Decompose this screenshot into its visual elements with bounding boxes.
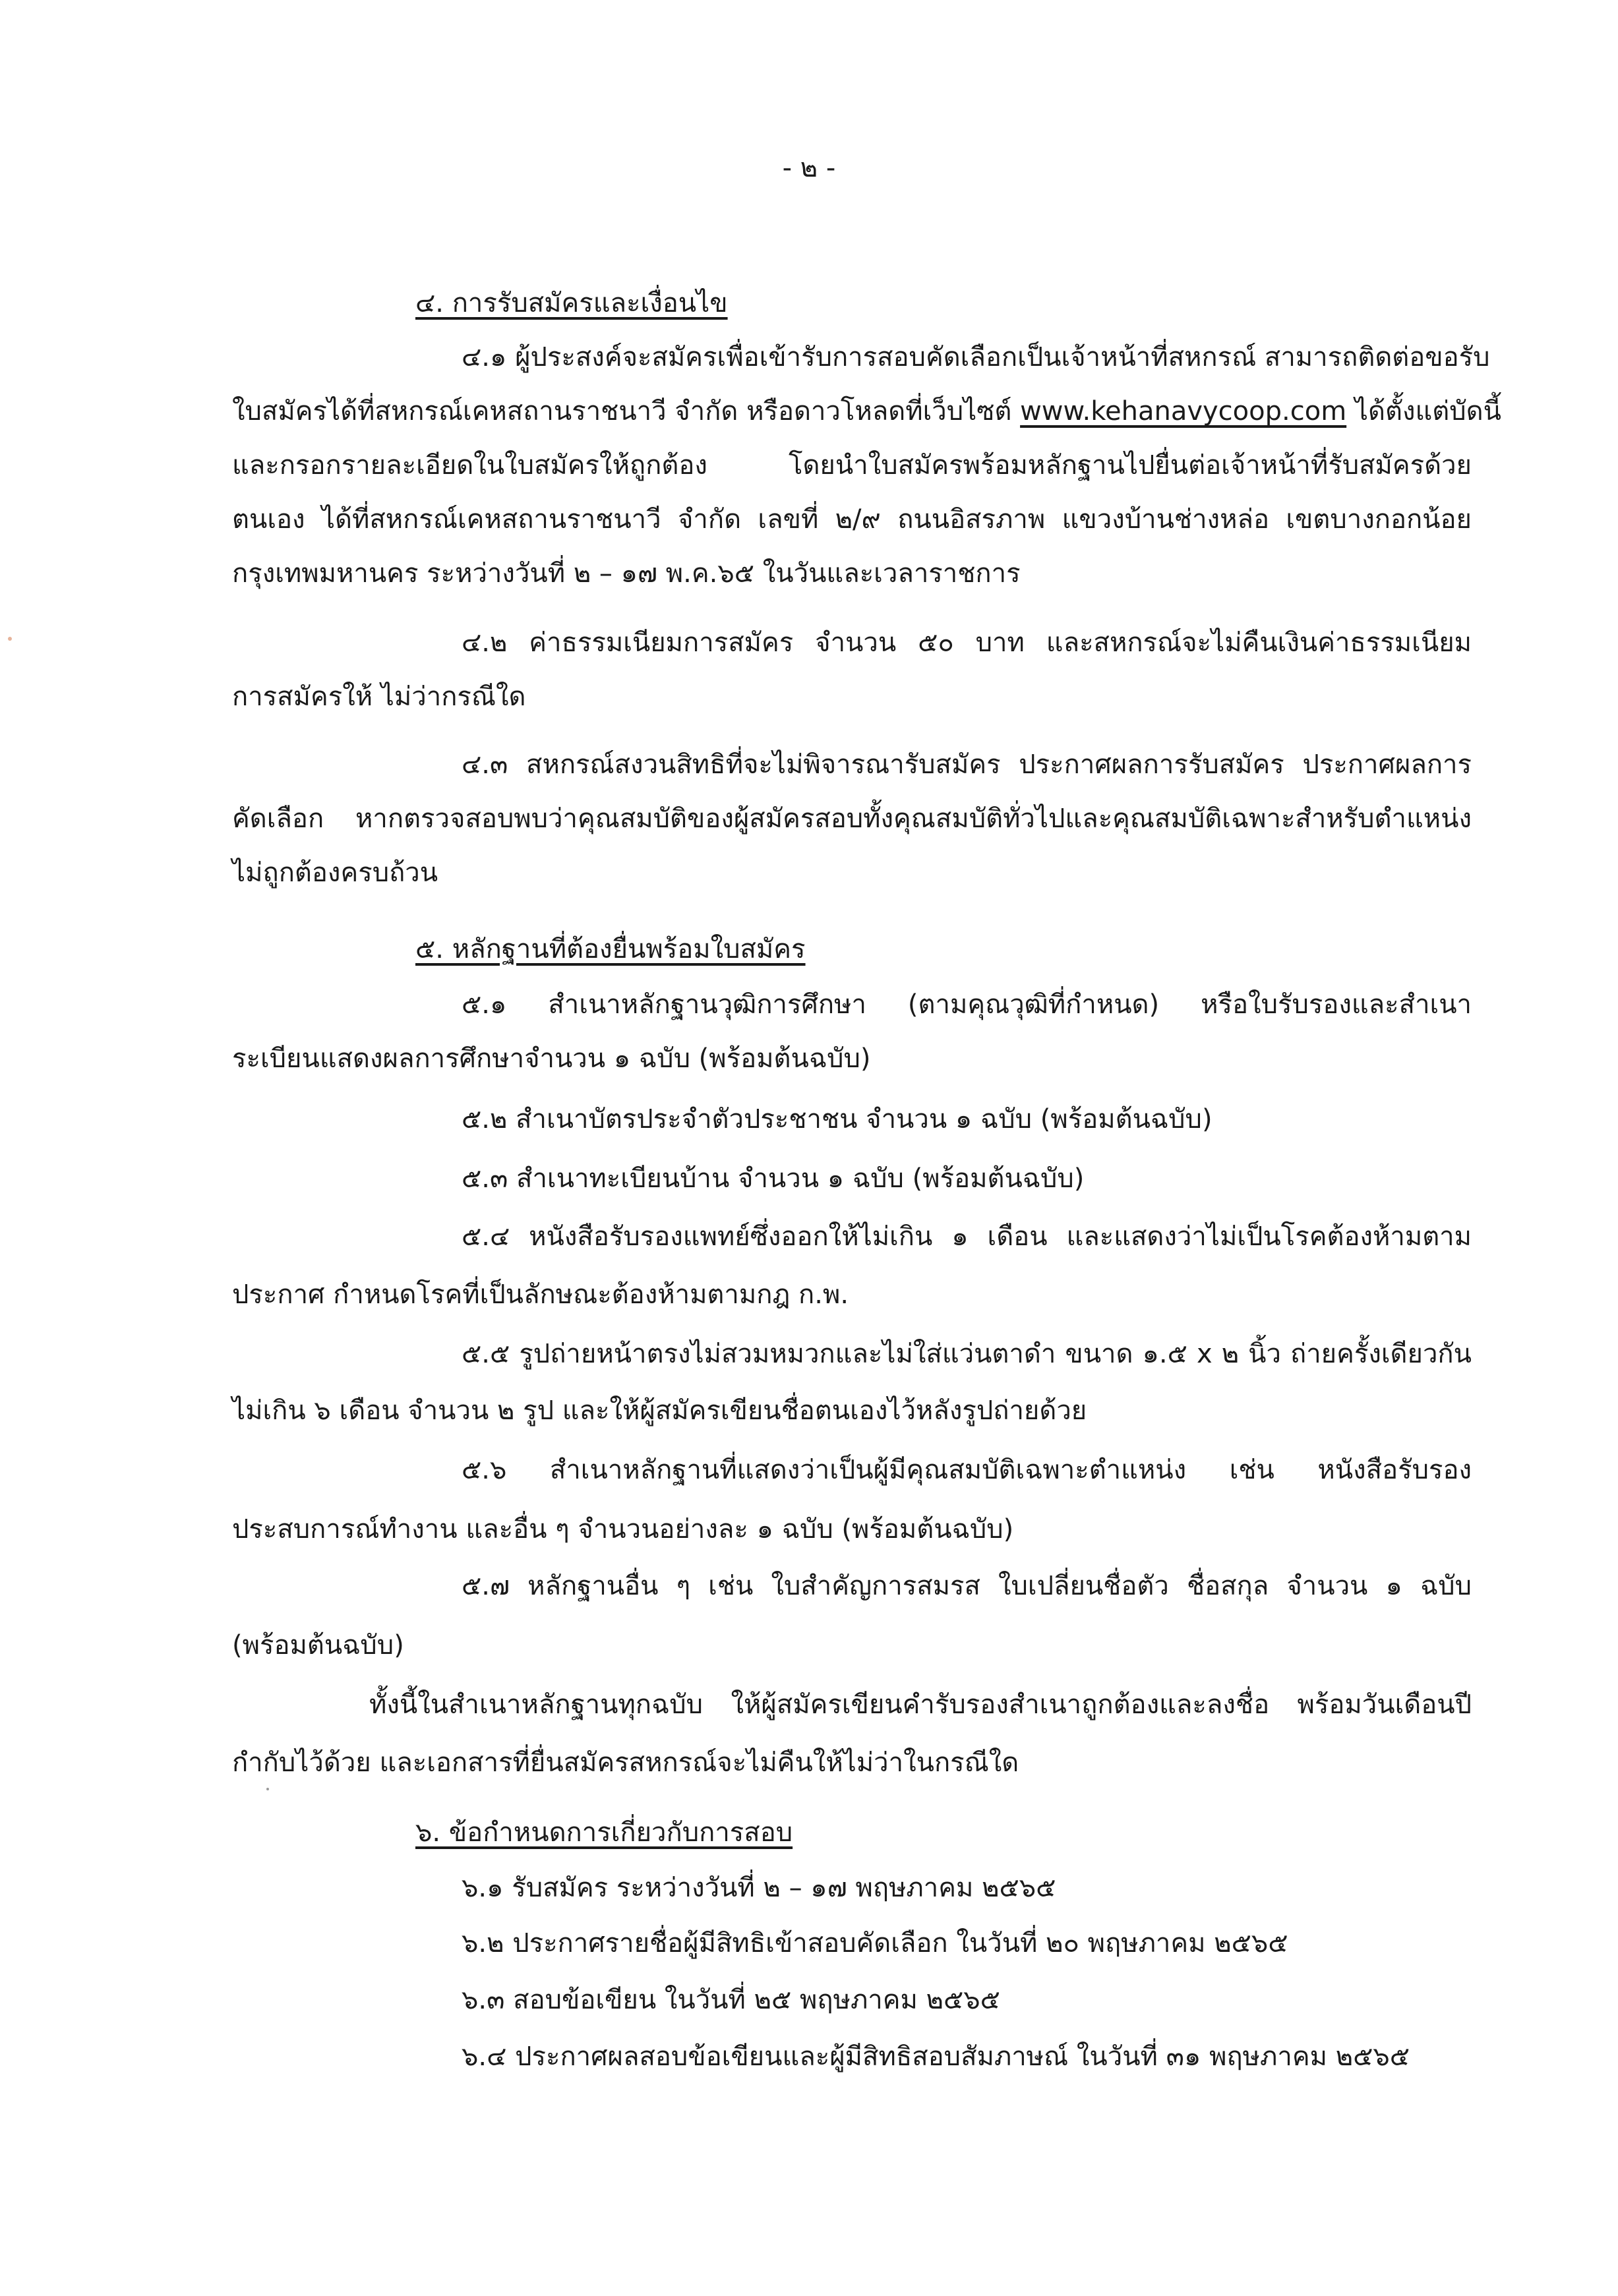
section-4-heading: ๔. การรับสมัครและเงื่อนไข: [415, 288, 728, 318]
item-5-1-line-2: ระเบียนแสดงผลการศึกษาจำนวน ๑ ฉบับ (พร้อมต้นฉบับ): [232, 1044, 871, 1074]
scan-speck: [8, 637, 12, 641]
scan-dot: [266, 1788, 269, 1790]
item-6-3: ๖.๓ สอบข้อเขียน ในวันที่ ๒๕ พฤษภาคม ๒๕๖๕: [462, 1985, 1000, 2015]
page-number: - ๒ -: [782, 153, 836, 183]
section-5-heading: ๕. หลักฐานที่ต้องยื่นพร้อมใบสมัคร: [415, 934, 806, 964]
item-5-5-line-2: ไม่เกิน ๖ เดือน จำนวน ๒ รูป และให้ผู้สมัครเขียนชื่อตนเองไว้หลังรูปถ่ายด้วย: [232, 1396, 1087, 1426]
section-6-heading: ๖. ข้อกำหนดการเกี่ยวกับการสอบ: [415, 1817, 793, 1848]
item-6-2: ๖.๒ ประกาศรายชื่อผู้มีสิทธิเข้าสอบคัดเลือก ในวันที่ ๒๐ พฤษภาคม ๒๕๖๕: [462, 1928, 1288, 1958]
website-link[interactable]: www.kehanavycoop.com: [1020, 396, 1347, 427]
item-4-2-line-2: การสมัครให้ ไม่ว่ากรณีใด: [232, 682, 526, 712]
note-line-2: กำกับไว้ด้วย และเอกสารที่ยื่นสมัครสหกรณ์จะไม่คืนให้ไม่ว่าในกรณีใด: [232, 1748, 1019, 1778]
item-4-2-line-1: ๔.๒ ค่าธรรมเนียมการสมัคร จำนวน ๕๐ บาท และสหกรณ์จะไม่คืนเงินค่าธรรมเนียม: [462, 628, 1472, 658]
item-6-4: ๖.๔ ประกาศผลสอบข้อเขียนและผู้มีสิทธิสอบสัมภาษณ์ ในวันที่ ๓๑ พฤษภาคม ๒๕๖๕: [462, 2042, 1410, 2072]
item-5-6-line-1: ๕.๖ สำเนาหลักฐานที่แสดงว่าเป็นผู้มีคุณสมบัติเฉพาะตำแหน่ง เช่น หนังสือรับรอง: [462, 1455, 1472, 1485]
item-6-1: ๖.๑ รับสมัคร ระหว่างวันที่ ๒ – ๑๗ พฤษภาคม ๒๕๖๕: [462, 1873, 1056, 1903]
item-5-4-line-2: ประกาศ กำหนดโรคที่เป็นลักษณะต้องห้ามตามกฎ ก.พ.: [232, 1280, 849, 1310]
item-5-6-line-2: ประสบการณ์ทำงาน และอื่น ๆ จำนวนอย่างละ ๑ ฉบับ (พร้อมต้นฉบับ): [232, 1514, 1014, 1545]
item-4-1-line-1: ๔.๑ ผู้ประสงค์จะสมัครเพื่อเข้ารับการสอบคัดเลือกเป็นเจ้าหน้าที่สหกรณ์ สามารถติดต่อขอรับ: [462, 342, 1490, 372]
item-5-7-line-1: ๕.๗ หลักฐานอื่น ๆ เช่น ใบสำคัญการสมรส ใบเปลี่ยนชื่อตัว ชื่อสกุล จำนวน ๑ ฉบับ: [462, 1571, 1472, 1601]
item-5-2: ๕.๒ สำเนาบัตรประจำตัวประชาชน จำนวน ๑ ฉบับ (พร้อมต้นฉบับ): [462, 1104, 1213, 1134]
item-5-4-line-1: ๕.๔ หนังสือรับรองแพทย์ซึ่งออกให้ไม่เกิน ๑ เดือน และแสดงว่าไม่เป็นโรคต้องห้ามตาม: [462, 1222, 1472, 1252]
item-4-1-line-3: และกรอกรายละเอียดในใบสมัครให้ถูกต้อง โดยนำใบสมัครพร้อมหลักฐานไปยื่นต่อเจ้าหน้าที่รับสมัครด้วย: [232, 450, 1472, 481]
item-5-3: ๕.๓ สำเนาทะเบียนบ้าน จำนวน ๑ ฉบับ (พร้อมต้นฉบับ): [462, 1163, 1085, 1194]
item-5-1-line-1: ๕.๑ สำเนาหลักฐานวุฒิการศึกษา (ตามคุณวุฒิที่กำหนด) หรือใบรับรองและสำเนา: [462, 989, 1472, 1020]
item-4-3-line-3: ไม่ถูกต้องครบถ้วน: [232, 858, 438, 888]
item-4-1-line-4: ตนเอง ได้ที่สหกรณ์เคหสถานราชนาวี จำกัด เลขที่ ๒/๙ ถนนอิสรภาพ แขวงบ้านช่างหล่อ เขตบางกอกน้อย: [232, 504, 1472, 535]
item-4-1-line-5: กรุงเทพมหานคร ระหว่างวันที่ ๒ – ๑๗ พ.ค.๖๕ ในวันและเวลาราชการ: [232, 558, 1021, 589]
item-4-1-line-2-post: ได้ตั้งแต่บัดนี้: [1346, 396, 1501, 427]
item-5-5-line-1: ๕.๕ รูปถ่ายหน้าตรงไม่สวมหมวกและไม่ใส่แว่นตาดำ ขนาด ๑.๕ x ๒ นิ้ว ถ่ายครั้งเดียวกัน: [462, 1339, 1472, 1369]
item-4-3-line-2: คัดเลือก หากตรวจสอบพบว่าคุณสมบัติของผู้สมัครสอบทั้งคุณสมบัติทั่วไปและคุณสมบัติเฉพาะสำหรับตำแหน่ง: [232, 804, 1472, 834]
item-5-7-line-2: (พร้อมต้นฉบับ): [232, 1630, 404, 1661]
item-4-3-line-1: ๔.๓ สหกรณ์สงวนสิทธิที่จะไม่พิจารณารับสมัคร ประกาศผลการรับสมัคร ประกาศผลการ: [462, 750, 1472, 780]
note-line-1: ทั้งนี้ในสำเนาหลักฐานทุกฉบับ ให้ผู้สมัครเขียนคำรับรองสำเนาถูกต้องและลงชื่อ พร้อมวันเดือนปี: [369, 1690, 1472, 1720]
item-4-1-line-2-pre: ใบสมัครได้ที่สหกรณ์เคหสถานราชนาวี จำกัด หรือดาวโหลดที่เว็บไซต์: [232, 396, 1021, 427]
item-4-1-line-2: [232, 392, 1501, 431]
